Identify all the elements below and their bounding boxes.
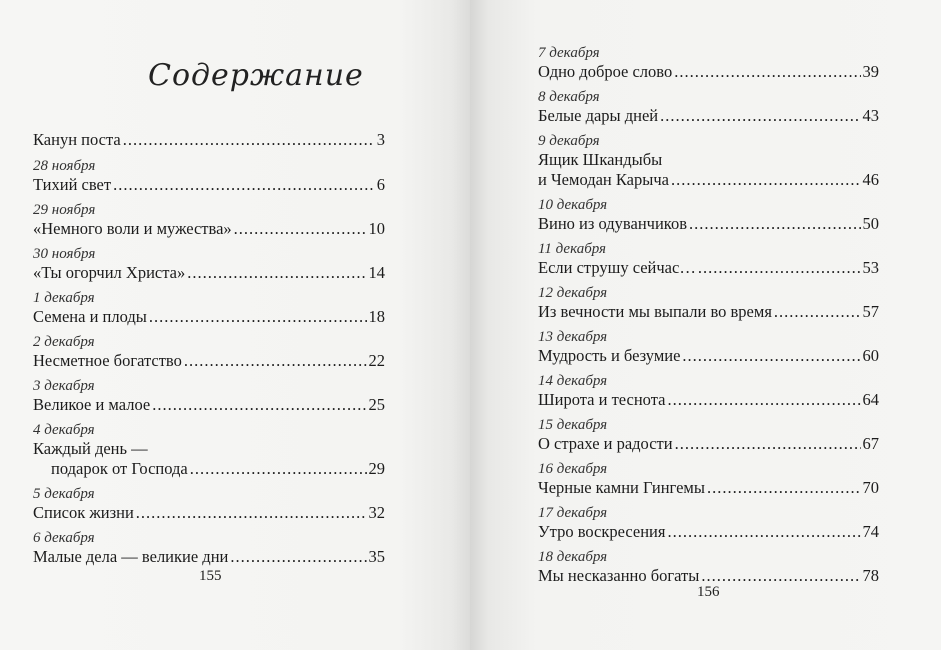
toc-entry [538,197,879,234]
toc-row [538,62,879,82]
entry-date: 9 декабря [538,133,600,149]
toc-row [33,263,385,283]
toc-row [33,395,385,415]
toc-row [538,106,879,126]
dot-leader [682,346,860,366]
toc-entry [538,461,879,498]
entry-page: 18 [368,307,385,326]
toc-entry [538,329,879,366]
entry-page: 64 [862,390,879,409]
dot-leader [187,263,366,283]
toc-entry [538,133,879,190]
dot-leader [689,214,860,234]
toc-entry [33,246,385,283]
entry-title: Белые дары дней [538,106,659,125]
toc-row [538,258,879,278]
entry-title: Малые дела — великие дни [33,547,229,566]
toc-entry [33,130,385,150]
dot-leader [667,390,860,410]
dot-leader [123,130,375,150]
entry-date: 10 декабря [538,197,608,213]
entry-page: 14 [368,263,385,282]
entry-title: О страхе и радости [538,434,673,453]
dot-leader [152,395,366,415]
toc-right-column [538,45,879,593]
toc-entry [33,378,385,415]
toc-entry [538,373,879,410]
entry-title: Великое и малое [33,395,151,414]
toc-row [538,346,879,366]
entry-page: 70 [862,478,879,497]
dot-leader [671,170,861,190]
entry-date: 8 декабря [538,89,600,105]
entry-page: 3 [376,130,385,149]
entry-title: Утро воскресения [538,522,666,541]
entry-date: 28 ноября [33,158,96,174]
toc-row [33,547,385,567]
dot-leader [230,547,366,567]
entry-title: подарок от Господа [51,459,188,478]
entry-date: 16 декабря [538,461,608,477]
entry-date: 5 декабря [33,486,95,502]
toc-entry [538,505,879,542]
toc-entry [33,530,385,567]
page-number-left: 155 [199,568,222,584]
entry-page: 60 [862,346,879,365]
entry-date: 18 декабря [538,549,608,565]
entry-page: 46 [862,170,879,189]
dot-leader [190,459,367,479]
entry-title: Мы несказанно богаты [538,566,700,585]
toc-row [538,170,879,190]
entry-title: Мудрость и безумие [538,346,681,365]
entry-date: 7 декабря [538,45,600,61]
toc-entry [33,290,385,327]
entry-title: Семена и плоды [33,307,147,326]
toc-row [538,214,879,234]
toc-entry [538,417,879,454]
entry-date: 30 ноября [33,246,96,262]
toc-row [33,459,385,479]
toc-left-column [33,130,385,574]
toc-entry [33,422,385,479]
toc-row [33,175,385,195]
toc-row [33,503,385,523]
toc-row [538,478,879,498]
toc-row [33,130,385,150]
entry-page: 32 [368,503,385,522]
entry-page: 29 [368,459,385,478]
toc-entry [538,285,879,322]
entry-date: 4 декабря [33,422,95,438]
toc-entry [33,334,385,371]
dot-leader [660,106,860,126]
right-page [470,0,941,650]
dot-leader [113,175,375,195]
entry-page: 6 [376,175,385,194]
entry-title-line1: Ящик Шкандыбы [538,150,663,169]
dot-leader [136,503,367,523]
entry-date: 12 декабря [538,285,608,301]
dot-leader [707,478,861,498]
entry-date: 11 декабря [538,241,607,257]
contents-heading: Содержание [148,58,364,93]
toc-entry [33,202,385,239]
entry-title: Если струшу сейчас… [538,258,696,277]
entry-title: Несметное богатство [33,351,182,370]
entry-page: 25 [368,395,385,414]
entry-date: 17 декабря [538,505,608,521]
dot-leader [234,219,367,239]
entry-page: 57 [862,302,879,321]
entry-title: «Немного воли и мужества» [33,219,232,238]
entry-title: Одно доброе слово [538,62,673,81]
toc-entry [538,241,879,278]
entry-date: 6 декабря [33,530,95,546]
entry-page: 35 [368,547,385,566]
toc-row [538,302,879,322]
entry-page: 10 [368,219,385,238]
dot-leader [774,302,861,322]
dot-leader [667,522,860,542]
entry-title: «Ты огорчил Христа» [33,263,186,282]
dot-leader [184,351,367,371]
entry-title: и Чемодан Карыча [538,170,669,189]
entry-title: Список жизни [33,503,134,522]
toc-row [538,390,879,410]
entry-title: Широта и теснота [538,390,666,409]
entry-page: 67 [862,434,879,453]
toc-entry [538,89,879,126]
toc-row [538,566,879,586]
dot-leader [149,307,367,327]
entry-date: 29 ноября [33,202,96,218]
toc-entry [538,45,879,82]
entry-title: Черные камни Гингемы [538,478,705,497]
entry-page: 78 [862,566,879,585]
toc-entry [33,158,385,195]
entry-date: 13 декабря [538,329,608,345]
entry-page: 53 [862,258,879,277]
toc-row [538,434,879,454]
dot-leader [698,258,861,278]
entry-date: 1 декабря [33,290,95,306]
toc-entry [33,486,385,523]
entry-date: 2 декабря [33,334,95,350]
entry-title-line1: Каждый день — [33,439,148,458]
entry-date: 15 декабря [538,417,608,433]
entry-page: 50 [862,214,879,233]
dot-leader [674,62,860,82]
entry-page: 39 [862,62,879,81]
entry-page: 74 [862,522,879,541]
toc-row [33,351,385,371]
toc-row [538,522,879,542]
entry-date: 3 декабря [33,378,95,394]
entry-page: 43 [862,106,879,125]
entry-title: Из вечности мы выпали во время [538,302,772,321]
entry-title: Тихий свет [33,175,112,194]
entry-title: Вино из одуванчиков [538,214,688,233]
entry-date: 14 декабря [538,373,608,389]
dot-leader [675,434,861,454]
entry-page: 22 [368,351,385,370]
toc-row [33,307,385,327]
entry-title: Канун поста [33,130,121,149]
toc-row [33,219,385,239]
left-page [0,0,470,650]
dot-leader [701,566,860,586]
toc-entry [538,549,879,586]
page-number-right: 156 [697,584,720,600]
